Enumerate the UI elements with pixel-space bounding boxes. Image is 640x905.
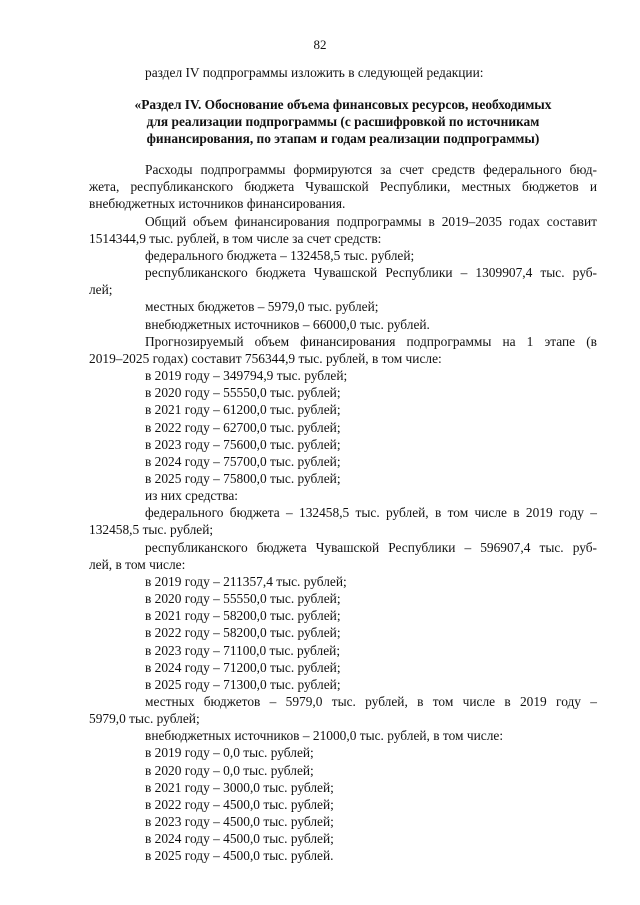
intro-line: раздел IV подпрограммы изложить в следующей редакции: [145,65,484,80]
body-line: федерального бюджета – 132458,5 тыс. рублей; [145,247,415,263]
body-line: в 2021 году – 58200,0 тыс. рублей; [145,608,341,624]
body-line: из них средства: [145,488,239,504]
body-line: в 2023 году – 71100,0 тыс. рублей; [145,642,341,658]
heading-line: «Раздел IV. Обоснование объема финансовых ресурсов, необходимых [134,97,552,113]
body-line: Общий объем финансирования подпрограммы в 2019–2035 годах составит [145,213,597,229]
body-line: в 2024 году – 4500,0 тыс. рублей; [145,831,334,847]
body-line: Расходы подпрограммы формируются за счет средств федерального бюд- [145,162,597,178]
body-line: внебюджетных источников – 66000,0 тыс. рублей. [145,316,430,332]
body-line: внебюджетных источников финансирования. [89,196,346,212]
body-line: в 2023 году – 75600,0 тыс. рублей; [145,436,341,452]
body-line: в 2021 году – 3000,0 тыс. рублей; [145,779,334,795]
body-line: 5979,0 тыс. рублей; [89,711,200,727]
body-line: в 2020 году – 55550,0 тыс. рублей; [145,591,341,607]
body-line: внебюджетных источников – 21000,0 тыс. рублей, в том числе: [145,728,504,744]
body-text [89,161,597,864]
body-line: в 2023 году – 4500,0 тыс. рублей; [145,814,334,830]
body-line: в 2022 году – 4500,0 тыс. рублей; [145,796,334,812]
body-line: в 2020 году – 0,0 тыс. рублей; [145,762,314,778]
body-line: лей, в том числе: [89,556,186,572]
body-line: 2019–2025 годах) составит 756344,9 тыс. рублей, в том числе: [89,350,442,366]
body-line: в 2022 году – 58200,0 тыс. рублей; [145,625,341,641]
body-line: в 2020 году – 55550,0 тыс. рублей; [145,385,341,401]
body-line: в 2019 году – 211357,4 тыс. рублей; [145,573,347,589]
body-line: республиканского бюджета Чувашской Республики – 1309907,4 тыс. руб- [145,265,597,281]
body-line: Прогнозируемый объем финансирования подпрограммы на 1 этапе (в [145,333,597,349]
body-line: федерального бюджета – 132458,5 тыс. рублей, в том числе в 2019 году – [145,505,597,521]
body-line: в 2019 году – 0,0 тыс. рублей; [145,745,314,761]
body-line: в 2025 году – 4500,0 тыс. рублей. [145,848,334,864]
body-line: в 2025 году – 75800,0 тыс. рублей; [145,470,341,486]
body-line: местных бюджетов – 5979,0 тыс. рублей, в том числе в 2019 году – [145,694,597,709]
body-line: местных бюджетов – 5979,0 тыс. рублей; [145,299,379,315]
body-line: в 2024 году – 75700,0 тыс. рублей; [145,453,341,469]
heading-line: для реализации подпрограммы (с расшифровкой по источникам [146,114,540,130]
heading-line: финансирования, по этапам и годам реализации подпрограммы) [146,131,540,147]
body-line: 1514344,9 тыс. рублей, в том числе за счет средств: [89,230,382,246]
body-line: в 2021 году – 61200,0 тыс. рублей; [145,402,341,418]
body-line: лей; [89,282,113,298]
body-line: в 2024 году – 71200,0 тыс. рублей; [145,659,341,675]
body-line: в 2025 году – 71300,0 тыс. рублей; [145,676,341,692]
section-heading [89,96,597,147]
body-line: в 2022 году – 62700,0 тыс. рублей; [145,419,341,435]
body-line: 132458,5 тыс. рублей; [89,522,214,538]
body-line: республиканского бюджета Чувашской Республики – 596907,4 тыс. руб- [145,539,597,555]
document-body [89,64,597,865]
page-number: 82 [313,37,327,52]
body-line: в 2019 году – 349794,9 тыс. рублей; [145,368,348,384]
body-line: жета, республиканского бюджета Чувашской Республики, местных бюджетов и [89,179,597,195]
